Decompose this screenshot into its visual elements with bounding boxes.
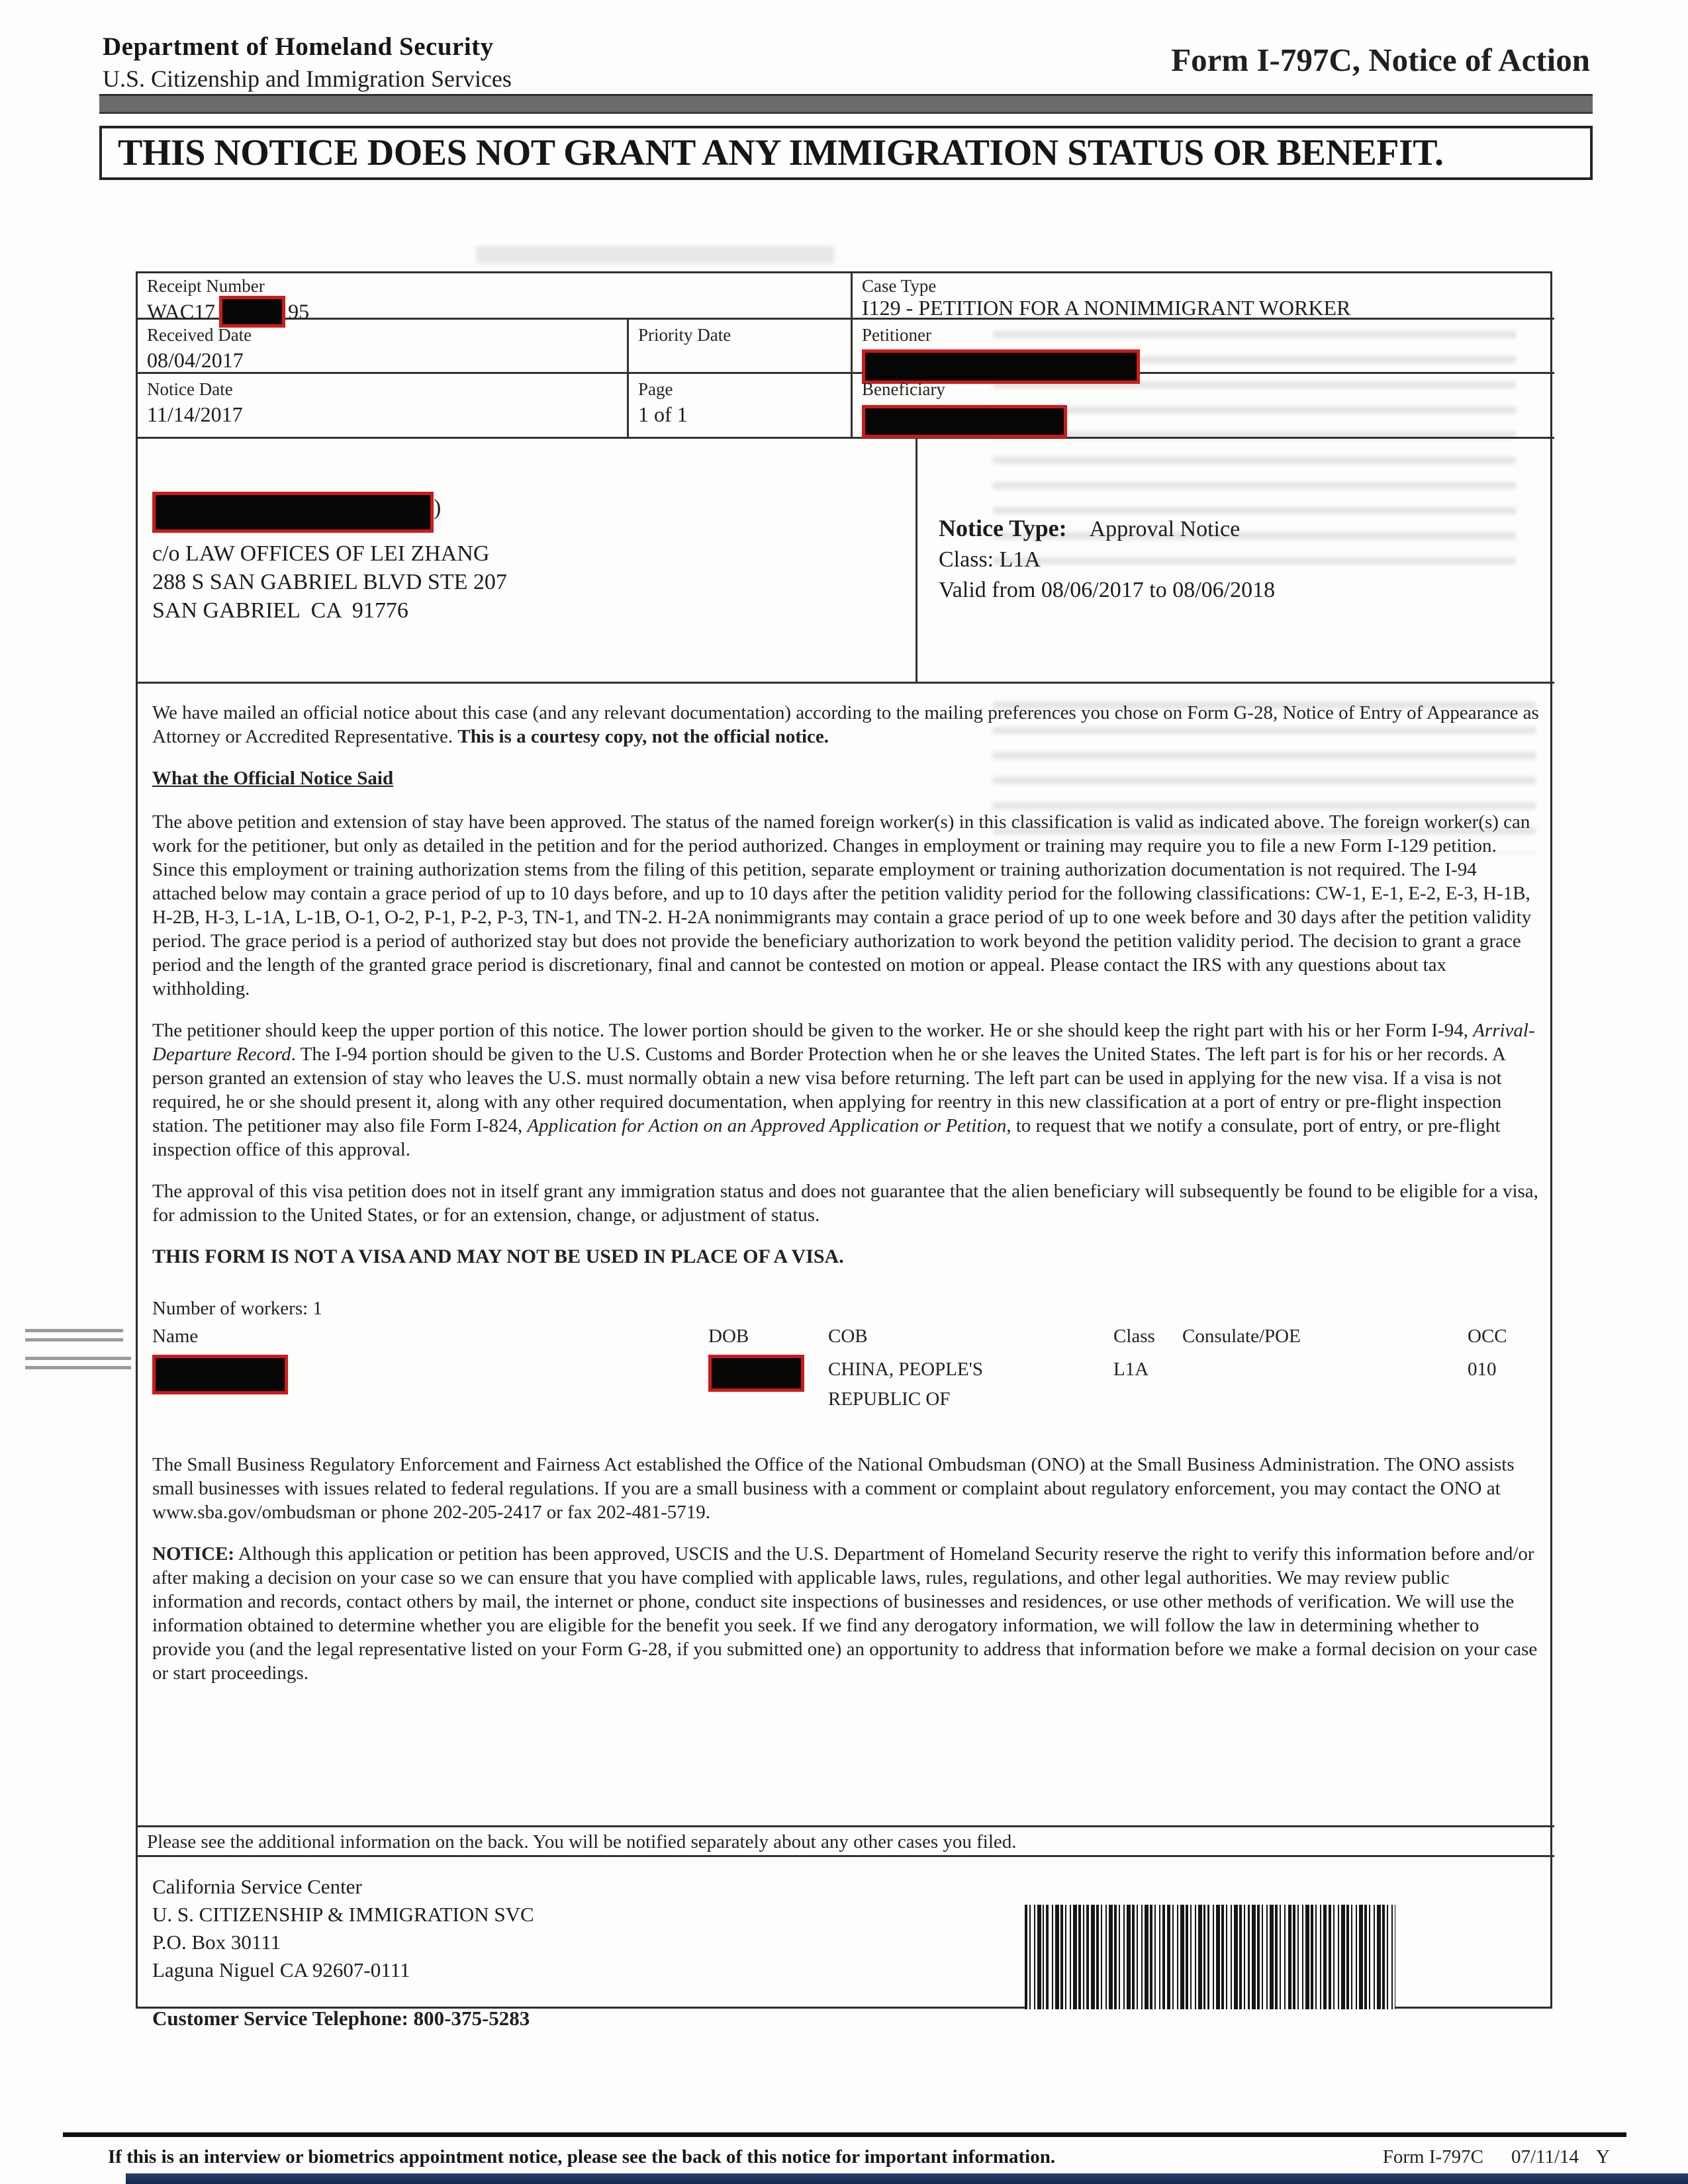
- bottom-scan-bar: [126, 2173, 1688, 2184]
- footer-form-id: [1383, 2146, 1610, 2168]
- verification-notice-paragraph: [152, 1542, 1541, 1685]
- addressee-redacted-line: [152, 492, 915, 533]
- worker-col-cob: COB: [828, 1326, 868, 1347]
- notice-type-line: [939, 513, 1554, 545]
- notice-type-value: Approval Notice: [1089, 517, 1241, 541]
- notice-body-box: [136, 271, 1552, 2030]
- redaction-box: [708, 1355, 804, 1392]
- address-care-of: c/o LAW OFFICES OF LEI ZHANG: [152, 541, 490, 566]
- i824-title-italic: Application for Action on an Approved Application or Petition: [527, 1115, 1007, 1136]
- worker-col-class: Class: [1113, 1326, 1155, 1347]
- redaction-box: [152, 492, 434, 533]
- worker-col-name: Name: [152, 1326, 199, 1347]
- receipt-number-suffix: 95: [288, 299, 310, 324]
- no-benefit-banner-text: THIS NOTICE DOES NOT GRANT ANY IMMIGRATION STATUS OR BENEFIT.: [118, 132, 1444, 173]
- receipt-number-label: Receipt Number: [147, 276, 265, 296]
- footer-form-code: Form I-797C: [1382, 2146, 1483, 2167]
- footer-revision-date: 07/11/14: [1511, 2146, 1579, 2167]
- customer-service-phone: Customer Service Telephone: 800-375-5283: [152, 2007, 530, 2030]
- header-rule: [99, 94, 1593, 114]
- mailing-address-block: [138, 439, 915, 684]
- i94-title-italic: Arrival-Departure Record: [152, 1020, 1535, 1065]
- margin-scan-mark: [25, 1357, 131, 1360]
- not-a-visa-line: THIS FORM IS NOT A VISA AND MAY NOT BE USED IN PLACE OF A VISA.: [152, 1246, 844, 1267]
- redaction-box: [862, 405, 1067, 438]
- service-center-block: [138, 1857, 1554, 2030]
- worker-occ-value: 010: [1468, 1359, 1497, 1380]
- notice-text: Although this application or petition has been approved, USCIS and the U.S. Department of Homeland Security reserve the right to verify this information before and/or after making a decision on your case so we can ensure that you have complied with applicable laws, rules, regulations, and other legal authorities. We may review public information and records, contact others by mail, the internet or phone, conduct site inspections of businesses and residences, or use other methods of verification. We will use the information obtained to determine whether you are eligible for the benefit you seek. If we find any derogatory information, we will follow the law in determining whether to provide you (and the legal representative listed on your Form G-28, if you submitted one) an opportunity to address that information before we make a formal decision on your case or start proceedings.: [152, 1543, 1538, 1684]
- case-type-value: [862, 296, 1350, 320]
- barcode: [1025, 1905, 1395, 2009]
- footer-note: If this is an interview or biometrics appointment notice, please see the back of this notice for important information.: [108, 2146, 1056, 2167]
- page-value: 1 of 1: [638, 402, 688, 426]
- portions-text-3: , to request that we notify a consulate, port of entry, or pre-flight inspection office of this approval.: [152, 1115, 1501, 1160]
- worker-class-value: L1A: [1113, 1359, 1149, 1380]
- notice-date-value: 11/14/2017: [147, 402, 243, 426]
- address-notice-row: [138, 439, 1554, 684]
- workers-count-line: Number of workers: 1: [152, 1298, 322, 1319]
- case-type-label: Case Type: [862, 276, 937, 296]
- no-benefit-banner: [99, 126, 1593, 180]
- service-center-pobox: P.O. Box 30111: [152, 1931, 281, 1954]
- margin-scan-mark: [25, 1329, 123, 1332]
- page-label: Page: [638, 379, 673, 399]
- address-city: SAN GABRIEL CA 91776: [152, 598, 408, 623]
- margin-scan-mark: [25, 1338, 123, 1342]
- see-back-strip: Please see the additional information on the back. You will be notified separately about any other cases you filed.: [138, 1825, 1554, 1857]
- notice-date-label: Notice Date: [147, 379, 233, 399]
- worker-col-occ: OCC: [1468, 1326, 1507, 1347]
- courtesy-copy-note: This is a courtesy copy, not the official notice.: [457, 726, 829, 747]
- notice-label: NOTICE:: [152, 1543, 235, 1565]
- case-type-text: I129 - PETITION FOR A NONIMMIGRANT WORKER: [862, 296, 1351, 320]
- agency-subname: U.S. Citizenship and Immigration Services: [103, 66, 512, 92]
- margin-scan-mark: [25, 1366, 131, 1369]
- notice-type-label: Notice Type:: [939, 515, 1067, 541]
- received-date-cell: [138, 320, 629, 374]
- class-line: Class: L1A: [939, 547, 1041, 572]
- approval-paragraph: The above petition and extension of stay have been approved. The status of the named foreign worker(s) in this classification is valid as indicated above. The foreign worker(s) can work for the petitioner, but only as detailed in the petition and for the period authorized. Changes in employment or training may require you to file a new Form I-129 petition. Since this employment or training authorization stems from the filing of this petition, separate employment or training authorization documentation is not required. The I-94 attached below may contain a grace period of up to 10 days before, and up to 10 days after the petition validity period for the following classifications: CW-1, E-1, E-2, E-3, H-1B, H-2B, H-3, L-1A, L-1B, O-1, O-2, P-1, P-2, P-3, TN-1, and TN-2. H-2A nonimmigrants may contain a grace period of up to one week before and 30 days after the petition validity period. The grace period is a period of authorized stay but does not provide the beneficiary authorization to work beyond the petition validity period. The decision to grant a grace period and the length of the granted grace period is discretionary, final and cannot be contested on motion or appeal. Please contact the IRS with any questions about tax withholding.: [152, 811, 1532, 999]
- form-title: Form I-797C, Notice of Action: [1171, 42, 1590, 78]
- priority-date-label: Priority Date: [638, 325, 731, 345]
- notice-date-cell: [138, 374, 629, 439]
- priority-date-cell: [629, 320, 853, 374]
- worker-cob-line1: CHINA, PEOPLE'S: [828, 1359, 984, 1380]
- worker-table: [152, 1324, 1541, 1438]
- footer-rule: [63, 2132, 1626, 2137]
- sba-paragraph: The Small Business Regulatory Enforcement and Fairness Act established the Office of the National Ombudsman (ONO) at the Small Business Administration. The ONO assists small businesses with issues related to federal regulations. If you are a small business with a comment or complaint about regulatory enforcement, you may contact the ONO at www.sba.gov/ombudsman or phone 202-205-2417 or fax 202-481-5719.: [152, 1454, 1515, 1523]
- courtesy-paragraph: [152, 701, 1541, 749]
- service-center-city: Laguna Niguel CA 92607-0111: [152, 1958, 410, 1981]
- received-date-value: 08/04/2017: [147, 348, 244, 372]
- notice-text-body: [138, 684, 1554, 1825]
- footer-edition: Y: [1596, 2146, 1610, 2167]
- page-cell: [629, 374, 853, 439]
- official-notice-heading: What the Official Notice Said: [152, 768, 394, 789]
- address-street: 288 S SAN GABRIEL BLVD STE 207: [152, 570, 507, 594]
- notice-type-box: [915, 439, 1554, 684]
- agency-name: Department of Homeland Security: [103, 32, 494, 61]
- worker-col-consulate: Consulate/POE: [1182, 1326, 1301, 1347]
- worker-col-dob: DOB: [708, 1326, 749, 1347]
- received-date-label: Received Date: [147, 325, 252, 345]
- petitioner-label: Petitioner: [862, 325, 931, 345]
- redaction-box: [152, 1355, 288, 1394]
- bleedthrough-artifact: [477, 246, 834, 263]
- portions-paragraph: [152, 1019, 1541, 1161]
- no-status-paragraph: The approval of this visa petition does not in itself grant any immigration status and does not guarantee that the alien beneficiary will subsequently be found to be eligible for a visa, for admission to the United States, or for an extension, change, or adjustment of status.: [152, 1181, 1538, 1226]
- beneficiary-label: Beneficiary: [862, 379, 945, 399]
- portions-text-1: The petitioner should keep the upper portion of this notice. The lower portion should be given to the worker. He or she should keep the right part with his or her Form I-94,: [152, 1020, 1474, 1041]
- service-center-name: California Service Center: [152, 1875, 362, 1898]
- courtesy-intro: We have mailed an official notice about this case (and any relevant documentation) according to the mailing preferences you chose on Form G-28, Notice of Entry of Appearance as Attorney or Accredited Representative.: [152, 702, 1539, 747]
- portions-text-2: . The I-94 portion should be given to the U.S. Customs and Border Protection when he or she leaves the United States. The left part is for his or her records. A person granted an extension of stay who leaves the U.S. must normally obtain a new visa before returning. The left part can be used in applying for the new visa. If a visa is not required, he or she should present it, along with any other required documentation, when applying for reentry in this new classification at a port of entry or pre-flight inspection station. The petitioner may also file Form I-824,: [152, 1044, 1505, 1136]
- receipt-number-prefix: WAC17: [147, 299, 216, 324]
- validity-line: Valid from 08/06/2017 to 08/06/2018: [939, 578, 1276, 602]
- worker-cob-line2: REPUBLIC OF: [828, 1388, 951, 1410]
- addressee-tail: ): [434, 495, 442, 520]
- petitioner-cell: [853, 320, 1554, 374]
- beneficiary-cell: [853, 374, 1554, 439]
- service-center-agency: U. S. CITIZENSHIP & IMMIGRATION SVC: [152, 1903, 534, 1926]
